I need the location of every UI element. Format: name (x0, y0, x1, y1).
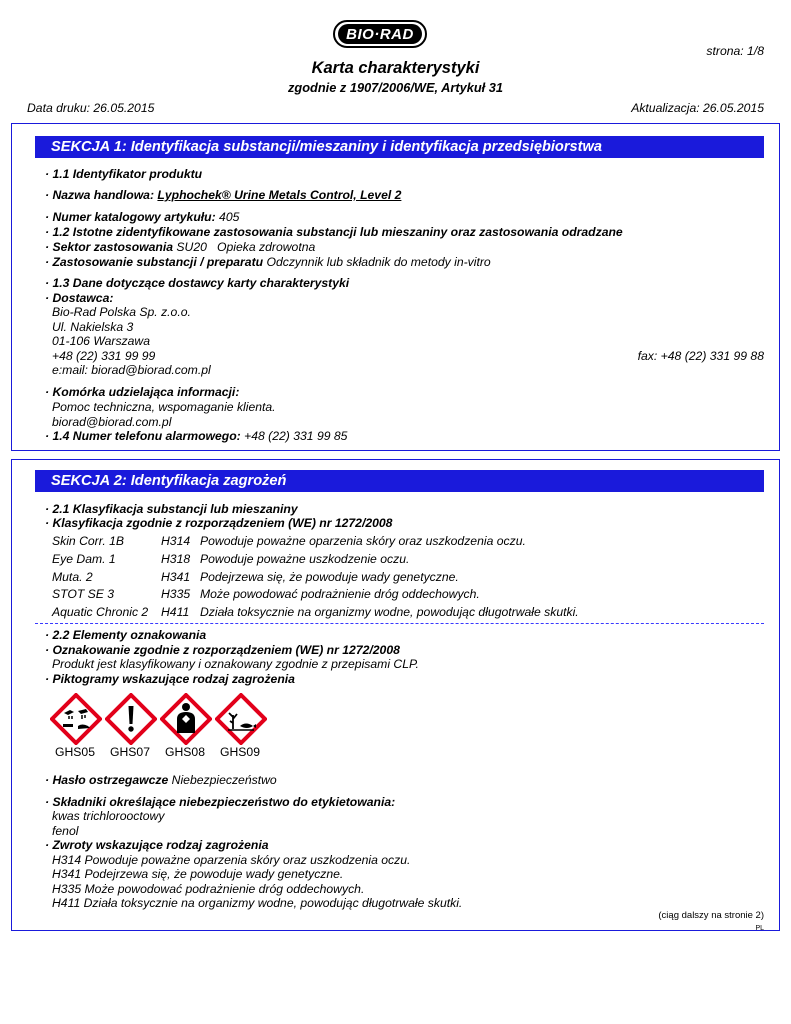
emergency-label: · 1.4 Numer telefonu alarmowego: (45, 429, 245, 443)
class-cls: Eye Dam. 1 (52, 552, 116, 566)
s2-clp-note: Produkt jest klasyfikowany i oznakowany zgodnie z przepisami CLP. (52, 657, 419, 671)
class-text: Działa toksycznie na organizmy wodne, powodując długotrwałe skutki. (200, 605, 579, 619)
class-text: Powoduje poważne oparzenia skóry oraz uszkodzenia oczu. (200, 534, 526, 548)
ghs09-label: GHS09 (220, 745, 260, 759)
trade-name-value: Lyphochek® Urine Metals Control, Level 2 (157, 188, 402, 202)
class-code: H335 (161, 587, 191, 601)
section-2-header: SEKCJA 2: Identyfikacja zagrożeń (35, 470, 764, 492)
s1-usage (45, 255, 491, 269)
logo-text: BIO·RAD (338, 24, 422, 44)
document-title: Karta charakterystyki (311, 59, 480, 77)
s2-labelling-reg: · Oznakowanie zgodnie z rozporządzeniem (WE) nr 1272/2008 (45, 643, 400, 657)
hazard-statement: H335 Może powodować podrażnienie dróg oddechowych. (52, 882, 365, 896)
s1-supplier-label: · Dostawca: (45, 291, 114, 305)
class-code: H411 (161, 605, 190, 619)
language-code: PL (755, 925, 764, 932)
class-code: H341 (161, 570, 191, 584)
hazard-statement: H314 Powoduje poważne oparzenia skóry oraz uszkodzenia oczu. (52, 853, 411, 867)
emergency-value: +48 (22) 331 99 85 (244, 429, 348, 443)
page-number: strona: 1/8 (706, 44, 764, 58)
class-cls: STOT SE 3 (52, 587, 115, 601)
usage-value: Odczynnik lub składnik do metody in-vitro (266, 255, 491, 269)
s2-pictograms-heading: · Piktogramy wskazujące rodzaj zagrożenia (45, 672, 295, 686)
s2-classification-reg: · Klasyfikacja zgodnie z rozporządzeniem (WE) nr 1272/2008 (45, 516, 393, 530)
ghs07-label: GHS07 (110, 745, 150, 759)
supplier-email: e:mail: biorad@biorad.com.pl (52, 363, 211, 377)
supplier-city: 01-106 Warszawa (52, 334, 150, 348)
s1-product-identifier: · 1.1 Identyfikator produktu (45, 167, 203, 181)
s2-ingredients-heading: · Składniki określające niebezpieczeństwo do etykietowania: (45, 795, 396, 809)
s1-trade-name (45, 188, 401, 202)
s2-label-elements: · 2.2 Elementy oznakowania (45, 628, 207, 642)
catalog-value: 405 (219, 210, 240, 224)
s1-uses-heading: · 1.2 Istotne zidentyfikowane zastosowania substancji lub mieszaniny oraz zastosowania odradzane (45, 225, 623, 239)
ghs05-label: GHS05 (55, 745, 95, 759)
s1-catalog-number (45, 210, 239, 224)
hazard-statement: H341 Podejrzewa się, że powoduje wady genetyczne. (52, 867, 344, 881)
signal-word-label: · Hasło ostrzegawcze (45, 773, 172, 787)
s2-classification-heading: · 2.1 Klasyfikacja substancji lub mieszaniny (45, 502, 298, 516)
supplier-phone: +48 (22) 331 99 99 (52, 349, 156, 363)
class-cls: Aquatic Chronic 2 (52, 605, 149, 619)
usage-label: · Zastosowanie substancji / preparatu (45, 255, 267, 269)
document-subtitle: zgodnie z 1907/2006/WE, Artykuł 31 (287, 80, 504, 95)
continued-note: (ciąg dalszy na stronie 2) (658, 910, 764, 921)
supplier-street: Ul. Nakielska 3 (52, 320, 134, 334)
class-code: H314 (161, 534, 191, 548)
s1-info-heading: · Komórka udzielająca informacji: (45, 385, 240, 399)
ghs05-corrosion-icon (50, 693, 102, 745)
info-support: Pomoc techniczna, wspomaganie klienta. (52, 400, 276, 414)
trade-name-label: · Nazwa handlowa: (45, 188, 158, 202)
class-text: Podejrzewa się, że powoduje wady genetyczne. (200, 570, 459, 584)
ghs08-label: GHS08 (165, 745, 205, 759)
bio-rad-logo (333, 20, 427, 48)
divider (35, 623, 764, 624)
s2-signal-word (45, 773, 277, 787)
supplier-name: Bio-Rad Polska Sp. z.o.o. (52, 305, 191, 319)
ingredient: kwas trichlorooctowy (52, 809, 165, 823)
class-code: H318 (161, 552, 191, 566)
info-email: biorad@biorad.com.pl (52, 415, 172, 429)
class-text: Może powodować podrażnienie dróg oddechowych. (200, 587, 480, 601)
s1-emergency-phone (45, 429, 347, 443)
class-text: Powoduje poważne uszkodzenie oczu. (200, 552, 410, 566)
class-cls: Muta. 2 (52, 570, 93, 584)
sector-value: SU20 Opieka zdrowotna (176, 240, 316, 254)
hazard-statement: H411 Działa toksycznie na organizmy wodne, powodując długotrwałe skutki. (52, 896, 463, 910)
s2-hazard-statements-heading: · Zwroty wskazujące rodzaj zagrożenia (45, 838, 269, 852)
catalog-label: · Numer katalogowy artykułu: (45, 210, 220, 224)
sector-label: · Sektor zastosowania (45, 240, 177, 254)
class-cls: Skin Corr. 1B (52, 534, 125, 548)
ghs08-health-hazard-icon (160, 693, 212, 745)
update-date: Aktualizacja: 26.05.2015 (631, 101, 764, 115)
ingredient: fenol (52, 824, 79, 838)
supplier-fax: fax: +48 (22) 331 99 88 (637, 349, 764, 363)
ghs09-environment-icon (215, 693, 267, 745)
s1-sector (45, 240, 315, 254)
print-date: Data druku: 26.05.2015 (27, 101, 155, 115)
ghs07-exclamation-icon (105, 693, 157, 745)
section-1-header: SEKCJA 1: Identyfikacja substancji/mieszaniny i identyfikacja przedsiębiorstwa (35, 136, 764, 158)
s1-supplier-heading: · 1.3 Dane dotyczące dostawcy karty charakterystyki (45, 276, 350, 290)
signal-word-value: Niebezpieczeństwo (171, 773, 277, 787)
